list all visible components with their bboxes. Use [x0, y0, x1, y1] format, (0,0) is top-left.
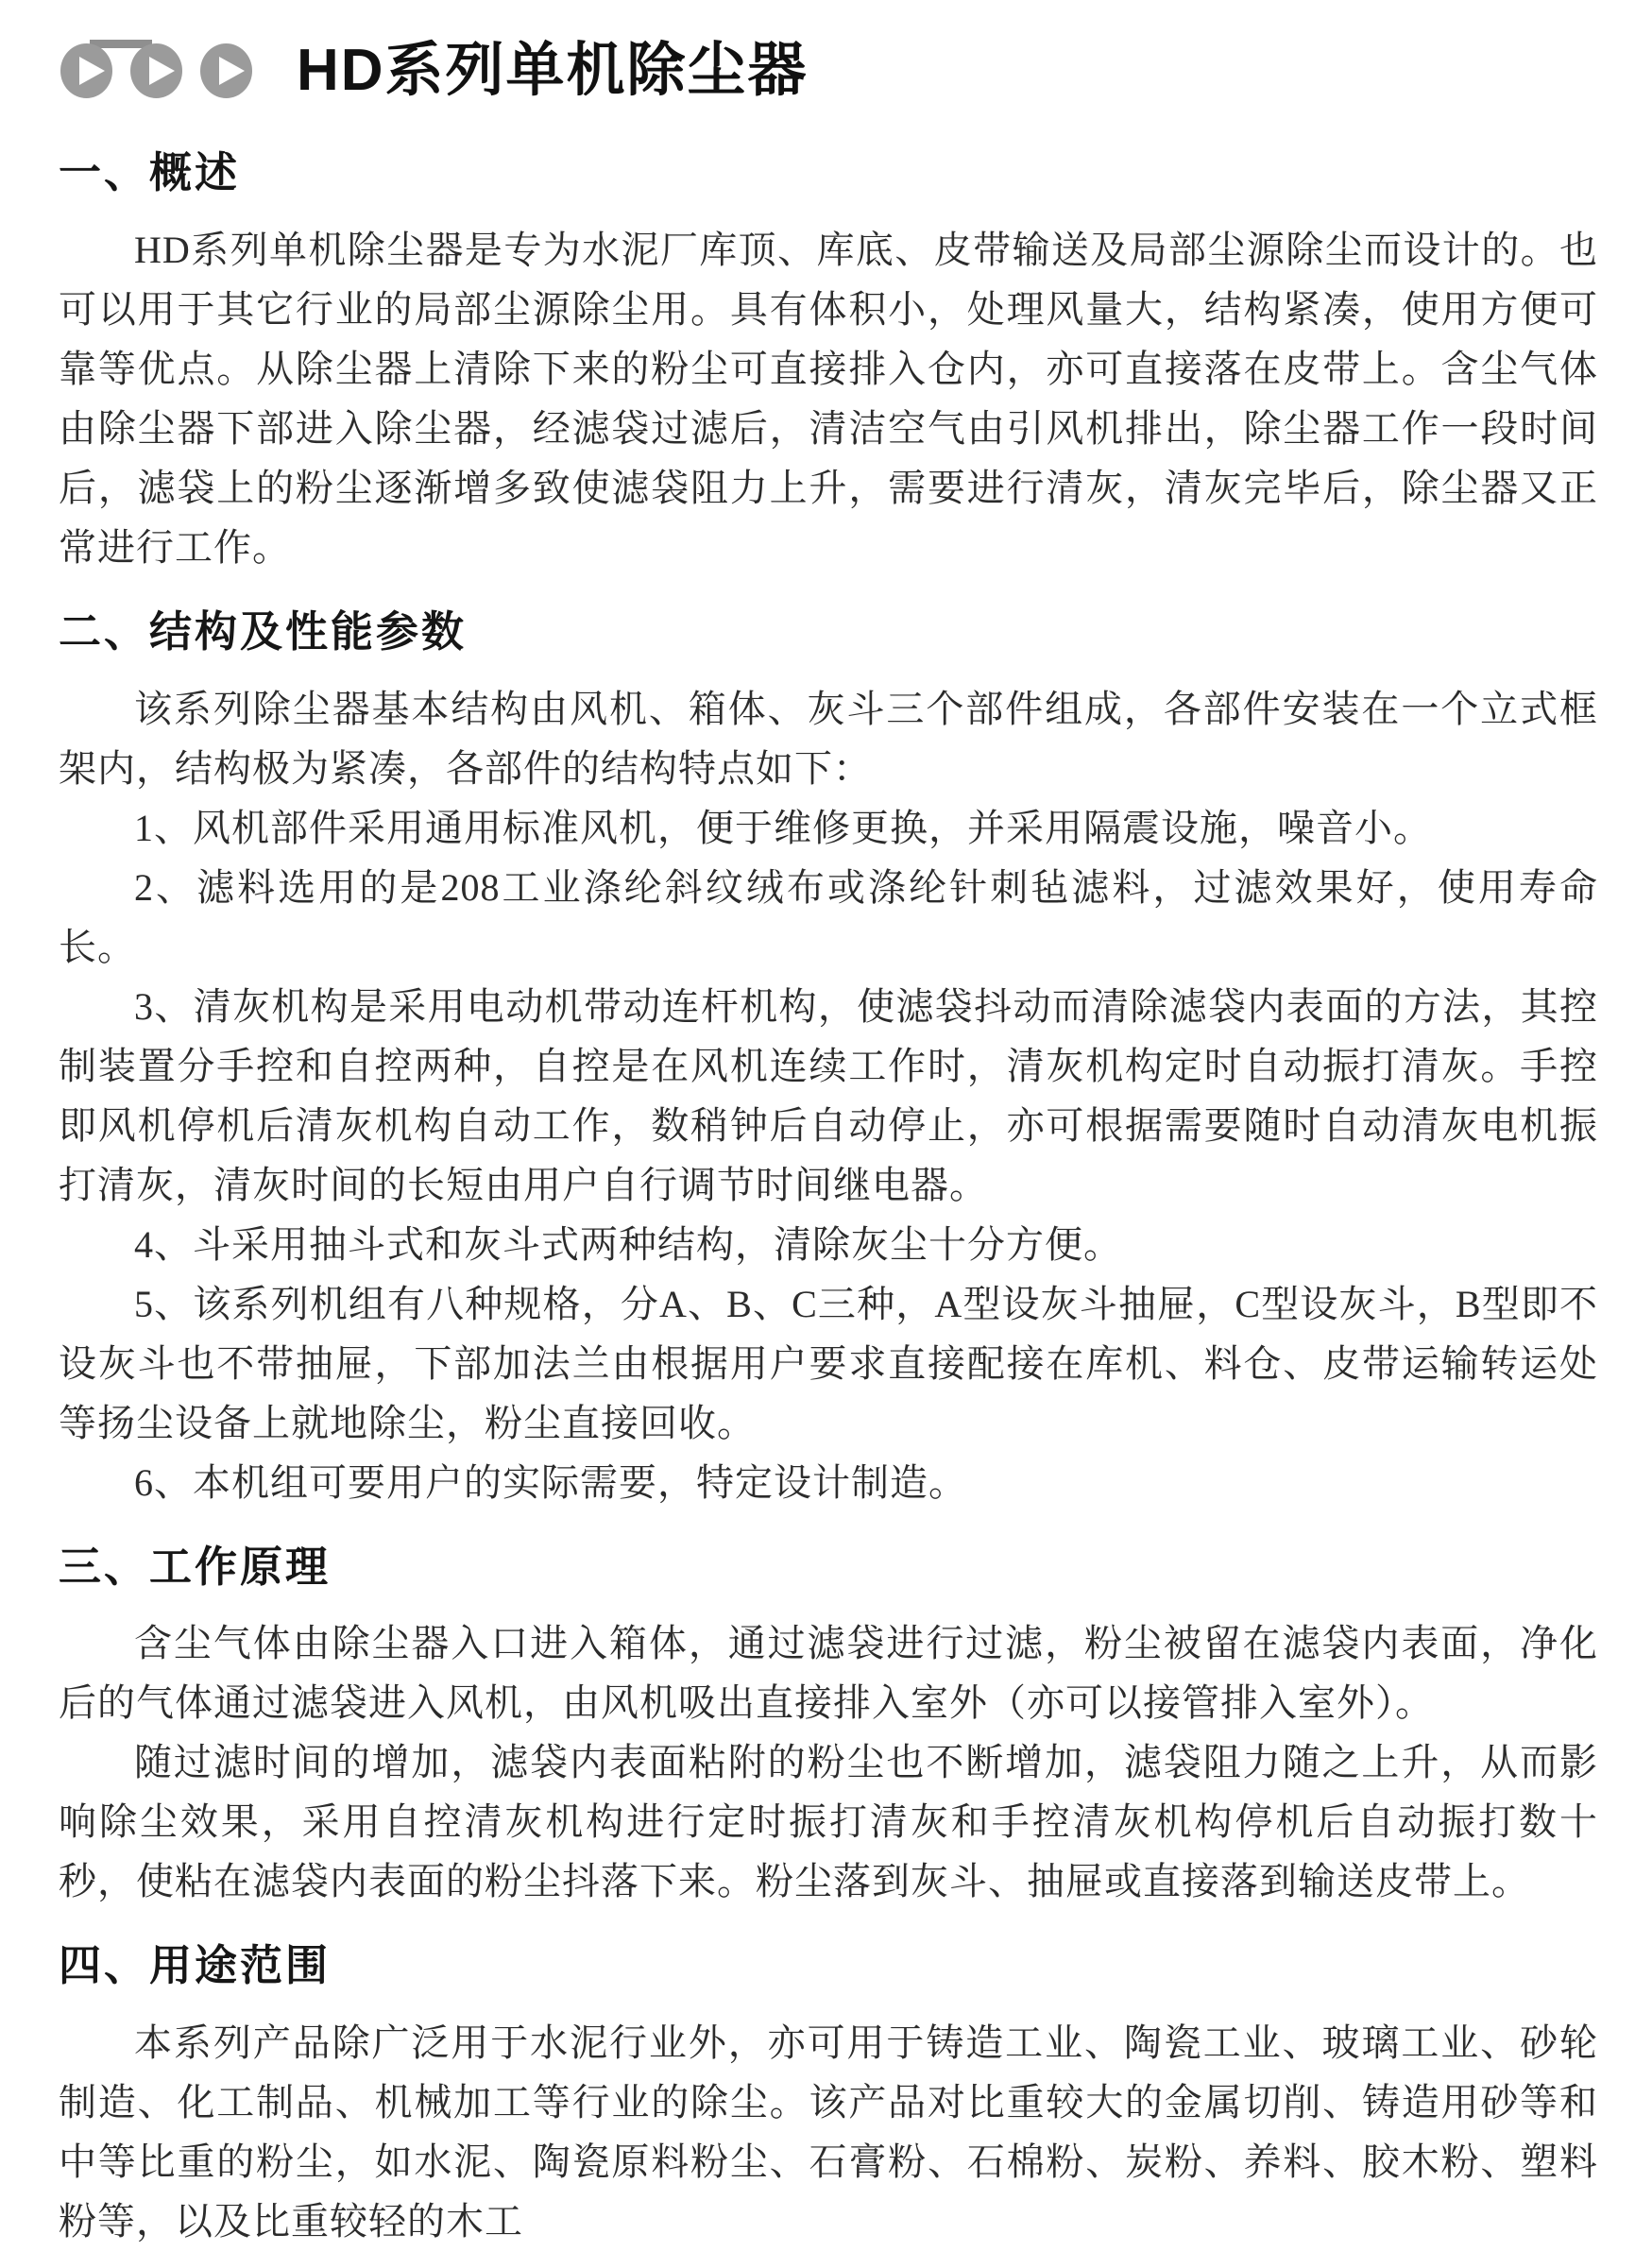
document-section-1	[59, 148, 1598, 577]
document-section-2	[59, 607, 1598, 1512]
section-heading: 三、工作原理	[59, 1542, 332, 1591]
document-page	[0, 38, 1652, 2243]
paragraph: 含尘气体由除尘器入口进入箱体，通过滤袋进行过滤，粉尘被留在滤袋内表面，净化后的气体通过滤袋进入风机，由风机吸出直接排入室外（亦可以接管排入室外）。	[59, 1622, 1598, 1725]
document-section-3	[59, 1543, 1598, 1912]
paragraph: 5、该系列机组有八种规格，分A、B、C三种，A型设灰斗抽屉，C型设灰斗，B型即不设灰斗也不带抽屉，下部加法兰由根据用户要求直接配接在库机、料仓、皮带运输转运处等扬尘设备上就地除尘，粉尘直接回收。	[59, 1282, 1598, 1444]
section-heading: 一、概述	[59, 148, 241, 197]
document-section-4	[59, 1941, 1598, 2251]
paragraph: 4、斗采用抽斗式和灰斗式两种结构，清除灰尘十分方便。	[134, 1222, 1122, 1266]
play-icon	[200, 43, 252, 98]
paragraph: 6、本机组可要用户的实际需要，特定设计制造。	[134, 1460, 967, 1504]
paragraph: 3、清灰机构是采用电动机带动连杆机构，使滤袋抖动而清除滤袋内表面的方法，其控制装置分手控和自控两种，自控是在风机连续工作时，清灰机构定时自动振打清灰。手控即风机停机后清灰机构自动工作，数稍钟后自动停止，亦可根据需要随时自动清灰电机振打清灰，清灰时间的长短由用户自行调节时间继电器。	[59, 984, 1598, 1206]
paragraph: 1、风机部件采用通用标准风机，便于维修更换，并采用隔震设施，噪音小。	[134, 806, 1432, 849]
paragraph: 随过滤时间的增加，滤袋内表面粘附的粉尘也不断增加，滤袋阻力随之上升，从而影响除尘效果，采用自控清灰机构进行定时振打清灰和手控清灰机构停机后自动振打数十秒，使粘在滤袋内表面的粉尘抖落下来。粉尘落到灰斗、抽屉或直接落到输送皮带上。	[59, 1741, 1598, 1903]
paragraph: 本系列产品除广泛用于水泥行业外，亦可用于铸造工业、陶瓷工业、玻璃工业、砂轮制造、化工制品、机械加工等行业的除尘。该产品对比重较大的金属切削、铸造用砂等和中等比重的粉尘，如水泥、陶瓷原料粉尘、石膏粉、石棉粉、炭粉、养料、胶木粉、塑料粉等，以及比重较轻的木工	[59, 2021, 1598, 2243]
play-icon	[60, 43, 112, 98]
paragraph: HD系列单机除尘器是专为水泥厂库顶、库底、皮带输送及局部尘源除尘而设计的。也可以用于其它行业的局部尘源除尘用。具有体积小，处理风量大，结构紧凑，使用方便可靠等优点。从除尘器上清除下来的粉尘可直接排入仓内，亦可直接落在皮带上。含尘气体由除尘器下部进入除尘器，经滤袋过滤后，清洁空气由引风机排出，除尘器工作一段时间后，滤袋上的粉尘逐渐增多致使滤袋阻力上升，需要进行清灰，清灰完毕后，除尘器又正常进行工作。	[59, 228, 1598, 569]
title-row	[60, 40, 1598, 101]
section-heading: 二、结构及性能参数	[59, 606, 468, 656]
paragraph: 2、滤料选用的是208工业涤纶斜纹绒布或涤纶针刺毡滤料，过滤效果好，使用寿命长。	[59, 865, 1598, 968]
page-title: HD系列单机除尘器	[297, 38, 809, 103]
paragraph: 该系列除尘器基本结构由风机、箱体、灰斗三个部件组成，各部件安装在一个立式框架内，结构极为紧凑，各部件的结构特点如下：	[59, 687, 1598, 790]
play-icon	[130, 43, 182, 98]
section-heading: 四、用途范围	[59, 1941, 332, 1990]
title-icons	[60, 43, 270, 98]
sections	[59, 148, 1598, 2251]
